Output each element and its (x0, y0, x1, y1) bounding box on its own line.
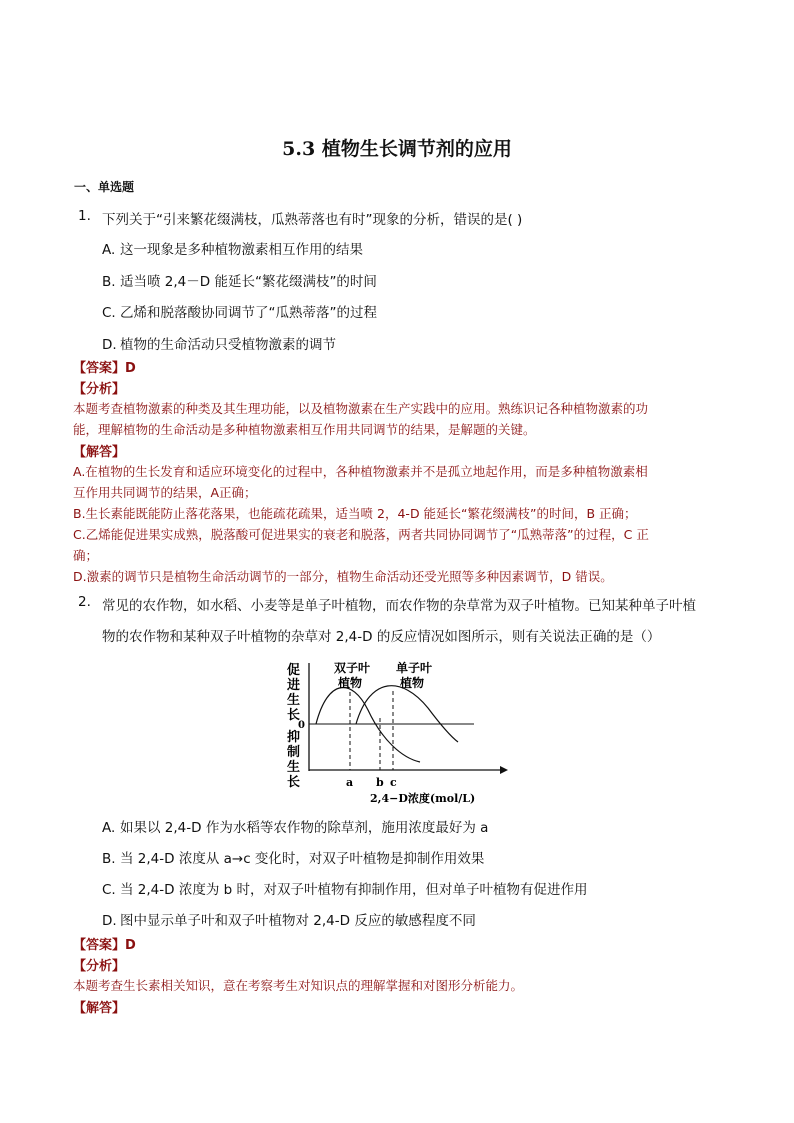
question-1-solution-line: B.生长素能既能防止落花落果，也能疏花疏果，适当喷 2，4-D 能延长“繁花缀满枝”的时间，B 正确； (73, 506, 637, 521)
option-letter: D. (102, 337, 117, 353)
monocot-label-line2: 植物 (400, 676, 425, 690)
ylabel-bottom-4: 长 (287, 775, 301, 790)
option-letter: D. (102, 913, 117, 929)
option-text: 如果以 2,4-D 作为水稻等农作物的除草剂，施用浓度最好为 a (120, 820, 489, 836)
option-letter: B. (102, 851, 116, 867)
question-1-solution-line: 互作用共同调节的结果，A正确； (73, 485, 257, 500)
question-1-analysis-line: 能，理解植物的生命活动是多种植物激素相互作用共同调节的结果，是解题的关键。 (73, 422, 536, 437)
option-letter: A. (102, 820, 116, 836)
question-1-solution-line: C.乙烯能促进果实成熟，脱落酸可促进果实的衰老和脱落，两者共同协同调节了“瓜熟蒂落”的过程，C 正 (73, 527, 649, 542)
ylabel-top-1: 促 (287, 663, 301, 678)
question-2-stem-line: 物的农作物和某种双子叶植物的杂草对 2,4-D 的反应情况如图所示，则有关说法正确的是（） (102, 629, 661, 645)
ylabel-bottom-2: 制 (287, 745, 301, 760)
question-1-analysis-tag: 【分析】 (73, 382, 126, 397)
ylabel-top-3: 生 (287, 693, 301, 708)
option-text: 这一现象是多种植物激素相互作用的结果 (120, 242, 363, 258)
question-2-stem-line: 常见的农作物，如水稻、小麦等是单子叶植物，而农作物的杂草常为双子叶植物。已知某种单子叶植 (102, 598, 696, 614)
question-1-solution-line: A.在植物的生长发育和适应环境变化的过程中，各种植物激素并不是孤立地起作用，而是多种植物激素相 (73, 464, 648, 479)
tick-label-b: b (376, 776, 384, 789)
question-2-option-a (102, 816, 488, 836)
question-1-number: 1. (78, 208, 91, 224)
question-2-analysis-tag: 【分析】 (73, 959, 126, 974)
question-2-number: 2. (78, 594, 91, 610)
option-text: 植物的生命活动只受植物激素的调节 (120, 337, 336, 353)
option-letter: C. (102, 882, 116, 898)
monocot-curve (356, 686, 458, 742)
question-2-option-d (102, 909, 476, 929)
question-2-option-c (102, 878, 587, 898)
question-2-answer: 【答案】D (73, 938, 136, 953)
question-1-option-a (102, 238, 363, 258)
ylabel-bottom-1: 抑 (287, 730, 301, 745)
monocot-label-line1: 单子叶 (396, 661, 433, 675)
ylabel-top-2: 进 (287, 678, 301, 693)
x-axis-arrow (500, 766, 508, 774)
page-title: 5.3 植物生长调节剂的应用 (282, 138, 512, 160)
option-text: 当 2,4-D 浓度为 b 时，对双子叶植物有抑制作用，但对单子叶植物有促进作用 (120, 882, 588, 898)
ylabel-bottom-3: 生 (287, 760, 301, 775)
question-1-option-b (102, 270, 377, 290)
option-letter: A. (102, 242, 116, 258)
option-text: 当 2,4-D 浓度从 a→c 变化时，对双子叶植物是抑制作用效果 (120, 851, 485, 867)
question-1-stem: 下列关于“引来繁花缀满枝，瓜熟蒂落也有时”现象的分析，错误的是( ) (102, 212, 523, 228)
tick-label-a: a (346, 776, 354, 789)
question-1-option-c (102, 301, 377, 321)
ylabel-top-4: 长 (287, 708, 301, 723)
dicot-label-line1: 双子叶 (334, 661, 371, 675)
question-1-analysis-line: 本题考查植物激素的种类及其生理功能，以及植物激素在生产实践中的应用。熟练识记各种植物激素的功 (73, 401, 649, 416)
section-heading: 一、单选题 (74, 180, 135, 194)
question-2-option-b (102, 847, 484, 867)
x-axis-label: 2,4−D浓度(mol/L) (370, 792, 476, 805)
question-2-analysis-line: 本题考查生长素相关知识，意在考察考生对知识点的理解掌握和对图形分析能力。 (73, 978, 524, 993)
option-text: 适当喷 2,4－D 能延长“繁花缀满枝”的时间 (120, 274, 377, 290)
question-1-answer: 【答案】D (73, 361, 136, 376)
question-1-solution-tag: 【解答】 (73, 445, 126, 460)
option-text: 图中显示单子叶和双子叶植物对 2,4-D 反应的敏感程度不同 (120, 913, 476, 929)
option-text: 乙烯和脱落酸协同调节了“瓜熟蒂落”的过程 (120, 305, 377, 321)
question-1-solution-line: D.激素的调节只是植物生命活动调节的一部分，植物生命活动还受光照等多种因素调节，D 错误。 (73, 569, 613, 584)
dicot-label-line2: 植物 (338, 676, 363, 690)
question-2-solution-tag: 【解答】 (73, 1001, 126, 1016)
question-1-option-d (102, 333, 336, 353)
tick-label-c: c (390, 776, 397, 789)
option-letter: B. (102, 274, 116, 290)
option-letter: C. (102, 305, 116, 321)
dose-response-figure (282, 658, 512, 808)
zero-label: 0 (298, 720, 305, 731)
question-1-solution-line: 确； (73, 548, 99, 563)
